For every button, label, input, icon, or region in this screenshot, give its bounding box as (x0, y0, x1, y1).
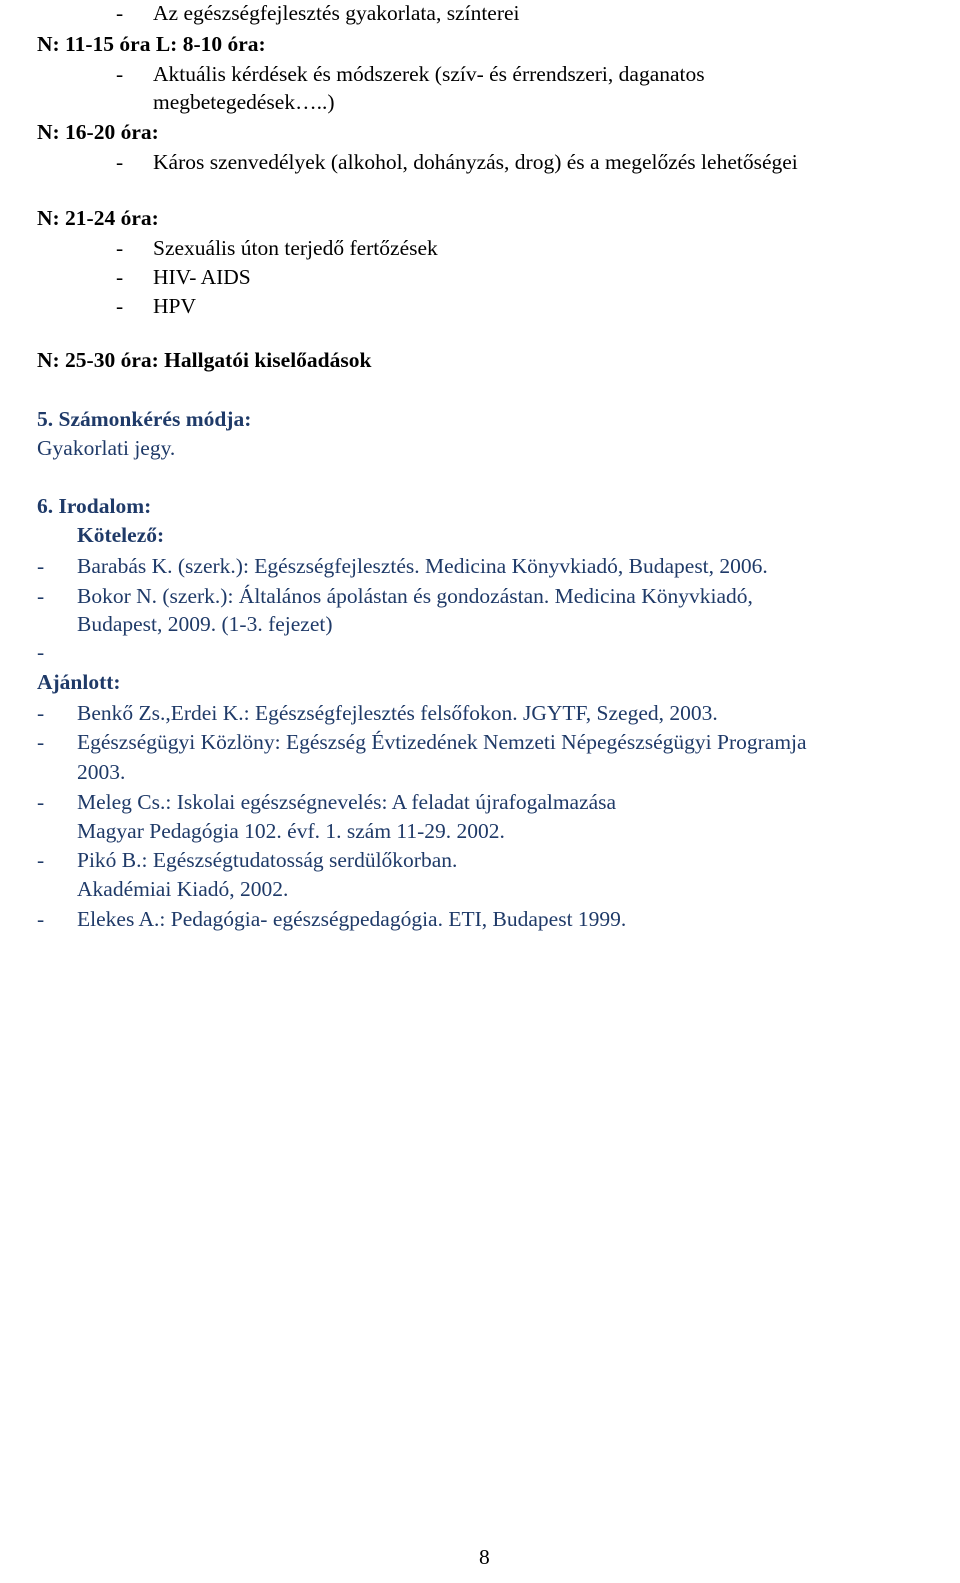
schedule-item: HPV (153, 294, 197, 318)
reference-item-continued: Akadémiai Kiadó, 2002. (77, 877, 289, 901)
list-dash: - (116, 62, 124, 86)
list-dash: - (37, 790, 45, 814)
list-dash: - (37, 554, 45, 578)
schedule-item: Szexuális úton terjedő fertőzések (153, 236, 438, 260)
reference-item: Pikó B.: Egészségtudatosság serdülőkorban. (77, 848, 458, 872)
reference-item-continued: Budapest, 2009. (1-3. fejezet) (77, 612, 333, 636)
reference-item-continued: 2003. (77, 760, 126, 784)
reference-item: Egészségügyi Közlöny: Egészség Évtizedének Nemzeti Népegészségügyi Programja (77, 730, 807, 754)
assessment-text: Gyakorlati jegy. (37, 436, 176, 460)
reference-item: Meleg Cs.: Iskolai egészségnevelés: A feladat újrafogalmazása (77, 790, 617, 814)
list-dash: - (116, 294, 124, 318)
schedule-item: Aktuális kérdések és módszerek (szív- és érrendszeri, daganatos (153, 62, 705, 86)
list-dash: - (37, 640, 45, 664)
reference-item: Barabás K. (szerk.): Egészségfejlesztés. Medicina Könyvkiadó, Budapest, 2006. (77, 554, 768, 578)
schedule-heading: N: 25-30 óra: Hallgatói kiselőadások (37, 348, 372, 372)
schedule-item: Az egészségfejlesztés gyakorlata, színterei (153, 1, 520, 25)
schedule-heading: N: 11-15 óra L: 8-10 óra: (37, 32, 266, 56)
list-dash: - (116, 265, 124, 289)
list-dash: - (37, 848, 45, 872)
schedule-item-continued: megbetegedések…..) (153, 90, 335, 114)
section-6-heading: 6. Irodalom: (37, 494, 152, 518)
reference-item: Bokor N. (szerk.): Általános ápolástan és gondozástan. Medicina Könyvkiadó, (77, 584, 753, 608)
schedule-heading: N: 21-24 óra: (37, 206, 159, 230)
list-dash: - (116, 150, 124, 174)
section-5-heading: 5. Számonkérés módja: (37, 407, 252, 431)
reference-item: Elekes A.: Pedagógia- egészségpedagógia. ETI, Budapest 1999. (77, 907, 627, 931)
schedule-heading: N: 16-20 óra: (37, 120, 159, 144)
schedule-item: Káros szenvedélyek (alkohol, dohányzás, drog) és a megelőzés lehetőségei (153, 150, 798, 174)
list-dash: - (37, 701, 45, 725)
page-number: 8 (479, 1545, 490, 1569)
list-dash: - (37, 730, 45, 754)
reference-item-continued: Magyar Pedagógia 102. évf. 1. szám 11-29. 2002. (77, 819, 505, 843)
list-dash: - (37, 584, 45, 608)
list-dash: - (116, 236, 124, 260)
mandatory-label: Kötelező: (77, 523, 165, 547)
recommended-label: Ajánlott: (37, 670, 121, 694)
reference-item: Benkő Zs.,Erdei K.: Egészségfejlesztés felsőfokon. JGYTF, Szeged, 2003. (77, 701, 718, 725)
list-dash: - (116, 1, 124, 25)
schedule-item: HIV- AIDS (153, 265, 251, 289)
list-dash: - (37, 907, 45, 931)
